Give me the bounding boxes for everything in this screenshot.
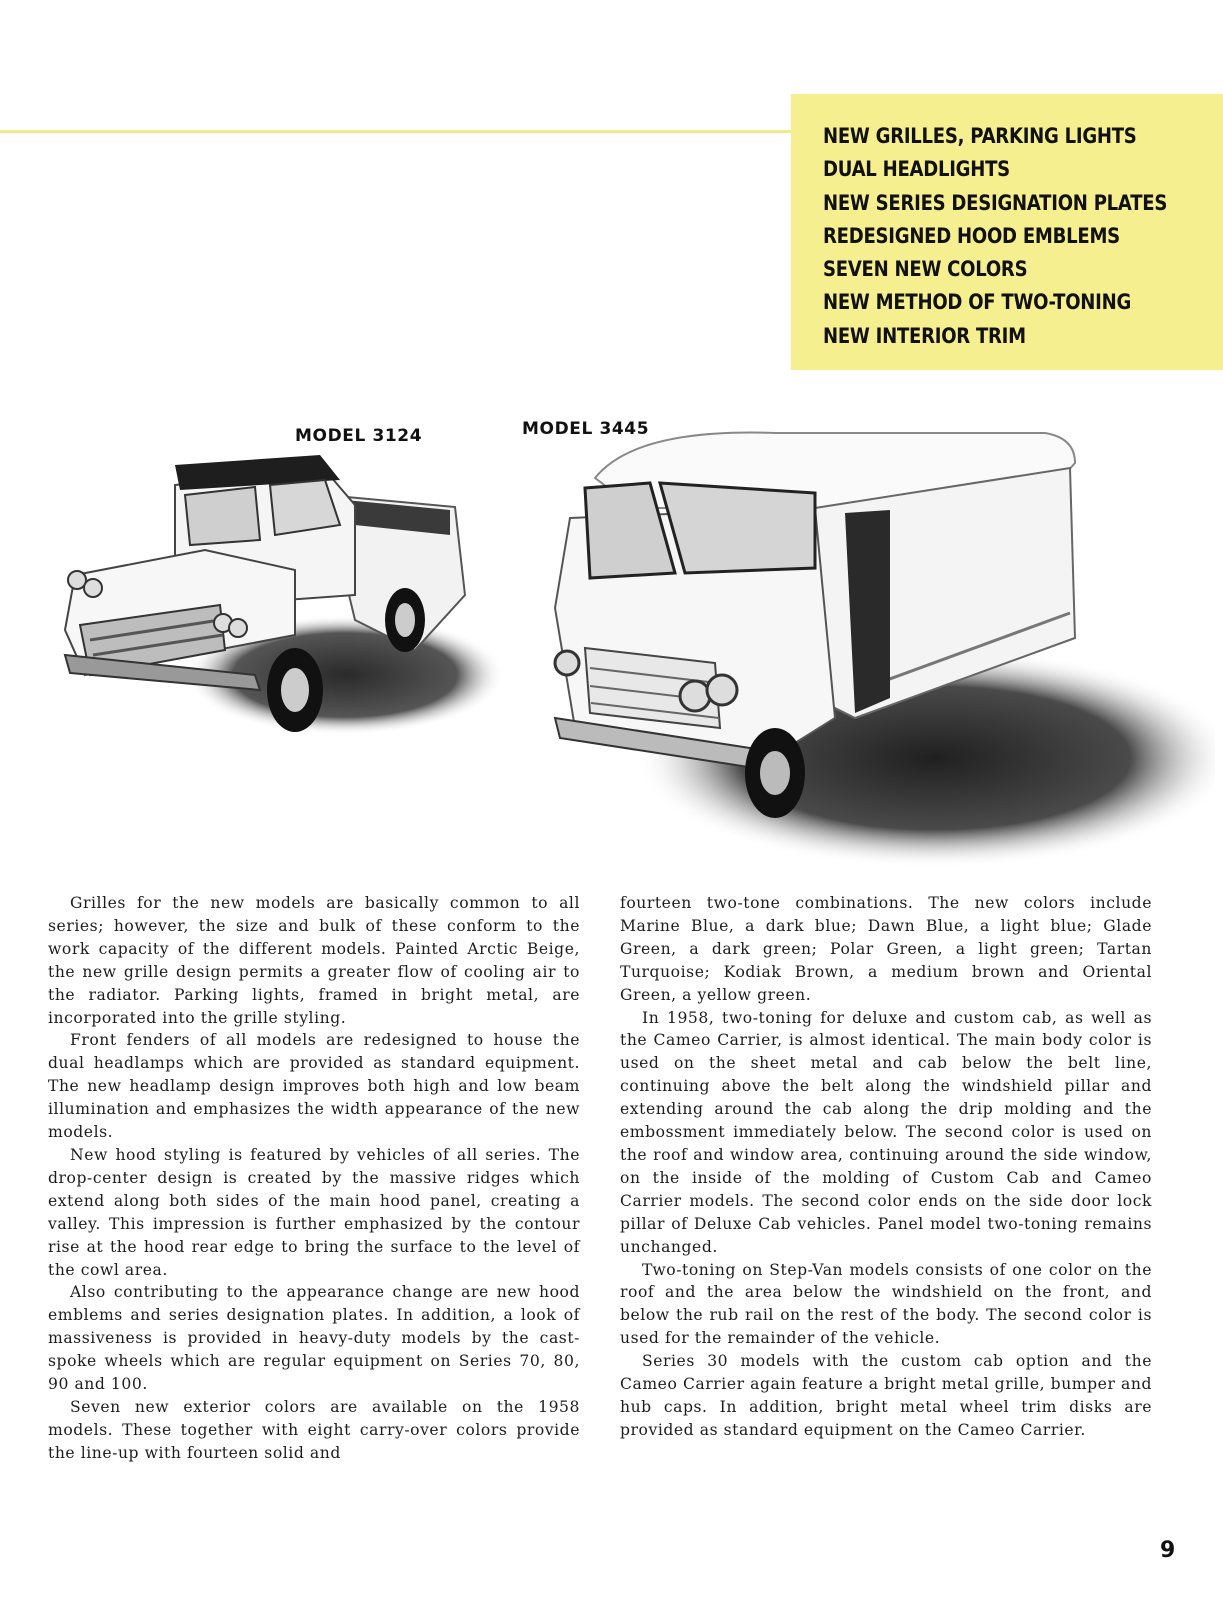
- paragraph: Also contributing to the appearance change are new hood emblems and series designation plates. In addition, a look of massiveness is provided in heavy-duty models by the cast-spoke wheels which are regular equipment on Series 70, 80, 90 and 100.: [48, 1283, 580, 1394]
- feature-item: NEW INTERIOR TRIM: [823, 323, 1026, 348]
- page-number: 9: [1160, 1538, 1176, 1563]
- pickup-truck-photo: [55, 445, 505, 765]
- feature-item: NEW SERIES DESIGNATION PLATES: [823, 190, 1168, 215]
- feature-highlights-box: [791, 94, 1223, 370]
- paragraph: New hood styling is featured by vehicles of all series. The drop-center design is created by the massive ridges which extend along both sides of the main hood panel, creating a valley. This impression is further emphasized by the contour rise at the hood rear edge to bring the surface to the level of the cowl area.: [48, 1145, 580, 1279]
- step-van-photo: [515, 428, 1215, 868]
- paragraph: Series 30 models with the custom cab option and the Cameo Carrier again feature a bright metal grille, bumper and hub caps. In addition, bright metal wheel trim disks are provided as standard equipment on the Cameo Carrier.: [620, 1352, 1152, 1439]
- van-model-label: MODEL 3445: [522, 419, 650, 439]
- paragraph: Seven new exterior colors are available on the 1958 models. These together with eight carry-over colors provide the line-up with fourteen solid and: [48, 1397, 580, 1462]
- paragraph: In 1958, two-toning for deluxe and custom cab, as well as the Cameo Carrier, is almost identical. The main body color is used on the sheet metal and cab below the belt line, continuing above the belt along the windshield pillar and extending around the cab along the drip molding and the embossment immediately below. The second color is used on the roof and window area, continuing around the side window, on the inside of the molding of Custom Cab and Cameo Carrier models. The second color ends on the side door lock pillar of Deluxe Cab vehicles. Panel model two-toning remains unchanged.: [620, 1008, 1152, 1256]
- feature-item: DUAL HEADLIGHTS: [823, 157, 1010, 182]
- pickup-model-label: MODEL 3124: [295, 426, 423, 446]
- feature-list: [823, 120, 1223, 353]
- body-text-right-column: [620, 892, 1152, 1442]
- feature-item: NEW METHOD OF TWO-TONING: [823, 290, 1132, 315]
- feature-item: SEVEN NEW COLORS: [823, 257, 1028, 282]
- paragraph: Grilles for the new models are basically common to all series; however, the size and bulk of these conform to the work capacity of the different models. Painted Arctic Beige, the new grille design permits a greater flow of cooling air to the radiator. Parking lights, framed in bright metal, are incorporated into the grille styling.: [48, 894, 580, 1027]
- paragraph: Front fenders of all models are redesigned to house the dual headlamps which are provided as standard equipment. The new headlamp design improves both high and low beam illumination and emphasizes the width appearance of the new models.: [48, 1031, 580, 1142]
- yellow-rule: [0, 130, 800, 133]
- paragraph: Two-toning on Step-Van models consists of one color on the roof and the area below the windshield on the front, and below the rub rail on the rest of the body. The second color is used for the remainder of the vehicle.: [620, 1260, 1152, 1348]
- feature-item: REDESIGNED HOOD EMBLEMS: [823, 223, 1120, 248]
- body-text-left-column: [48, 892, 580, 1465]
- paragraph: fourteen two-tone combinations. The new colors include Marine Blue, a dark blue; Dawn Blue, a light blue; Glade Green, a dark green; Polar Green, a light green; Tartan Turquoise; Kodiak Brown, a medium brown and Oriental Green, a yellow green.: [620, 894, 1152, 1004]
- feature-item: NEW GRILLES, PARKING LIGHTS: [823, 124, 1137, 148]
